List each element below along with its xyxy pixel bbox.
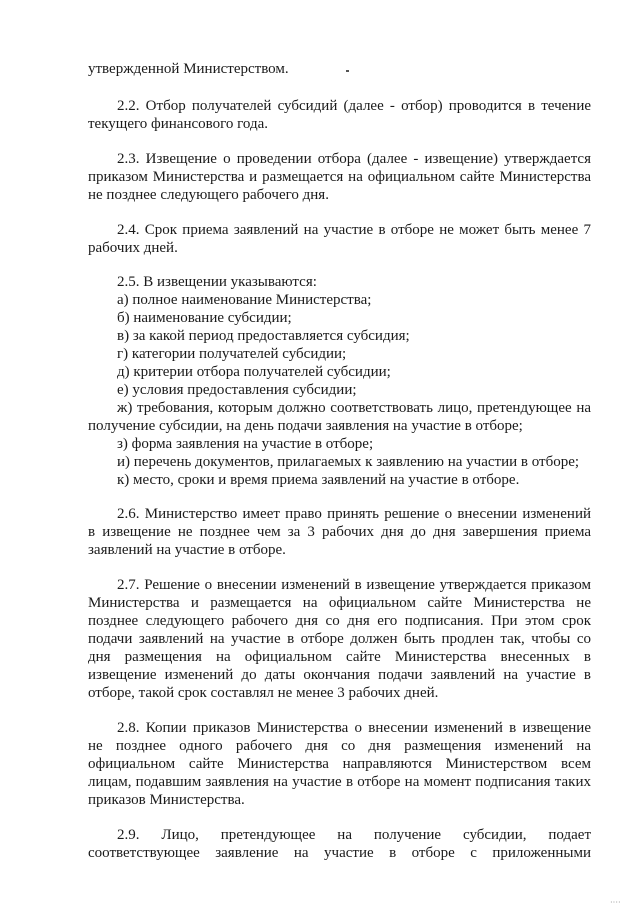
text-line: 2.2. Отбор получателей субсидий (далее - отбор) проводится в течение xyxy=(117,98,591,114)
text-line: соответствующее заявление на участие в отборе с приложенными xyxy=(88,845,591,861)
list-item: з) форма заявления на участие в отборе; xyxy=(117,436,374,452)
text-line: официальном сайте Министерства направляются Министерством всем xyxy=(88,756,591,772)
text-line: отборе, такой срок составлял не менее 3 рабочих дней. xyxy=(88,685,439,701)
text-line: 2.7. Решение о внесении изменений в извещение утверждается приказом xyxy=(117,577,591,593)
list-item: к) место, сроки и время приема заявлений на участие в отборе. xyxy=(117,472,520,488)
list-item: д) критерии отбора получателей субсидии; xyxy=(117,364,391,380)
text-line: 2.4. Срок приема заявлений на участие в отборе не может быть менее 7 xyxy=(117,222,591,238)
text-line: 2.8. Копии приказов Министерства о внесении изменений в извещение xyxy=(117,720,591,736)
text-line: не позднее следующего рабочего дня. xyxy=(88,187,329,203)
text-line: лицам, подавшим заявления на участие в отборе на момент подписания таких xyxy=(88,774,591,790)
text-line: в извещение не позднее чем за 3 рабочих дня до дня завершения приема xyxy=(88,524,591,540)
text-line: Министерства и размещается на официальном сайте Министерства не xyxy=(88,595,591,611)
scan-artifact: ···· xyxy=(610,898,621,907)
list-item: и) перечень документов, прилагаемых к заявлению на участии в отборе; xyxy=(117,454,580,470)
list-item: а) полное наименование Министерства; xyxy=(117,292,372,308)
text-line: 2.6. Министерство имеет право принять решение о внесении изменений xyxy=(117,506,591,522)
list-item: ж) требования, которым должно соответствовать лицо, претендующее на xyxy=(117,400,591,416)
list-item: в) за какой период предоставляется субсидия; xyxy=(117,328,410,344)
text-line: текущего финансового года. xyxy=(88,116,269,132)
text-line: получение субсидии, на день подачи заявления на участие в отборе; xyxy=(88,418,523,434)
text-line: утвержденной Министерством. xyxy=(88,61,289,77)
text-line: позднее следующего рабочего дня со дня его подписания. При этом срок xyxy=(88,613,591,629)
text-line: 2.5. В извещении указываются: xyxy=(117,274,317,290)
list-item: е) условия предоставления субсидии; xyxy=(117,382,357,398)
text-line: подачи заявлений на участие в отборе должен быть продлен так, чтобы со xyxy=(88,631,591,647)
text-line: не позднее одного рабочего дня со дня размещения изменений на xyxy=(88,738,591,754)
text-line: приказов Министерства. xyxy=(88,792,245,808)
scan-mark xyxy=(346,70,349,72)
text-line: 2.3. Извещение о проведении отбора (далее - извещение) утверждается xyxy=(117,151,591,167)
text-line: приказом Министерства и размещается на официальном сайте Министерства xyxy=(88,169,591,185)
list-item: б) наименование субсидии; xyxy=(117,310,292,326)
text-line: извещение изменений до даты окончания подачи заявлений на участие в xyxy=(88,667,591,683)
text-line: заявлений на участие в отборе. xyxy=(88,542,286,558)
text-line: 2.9. Лицо, претендующее на получение субсидии, подает xyxy=(117,827,591,843)
text-line: дня размещения на официальном сайте Министерства внесенных в xyxy=(88,649,591,665)
list-item: г) категории получателей субсидии; xyxy=(117,346,347,362)
text-line: рабочих дней. xyxy=(88,240,178,256)
